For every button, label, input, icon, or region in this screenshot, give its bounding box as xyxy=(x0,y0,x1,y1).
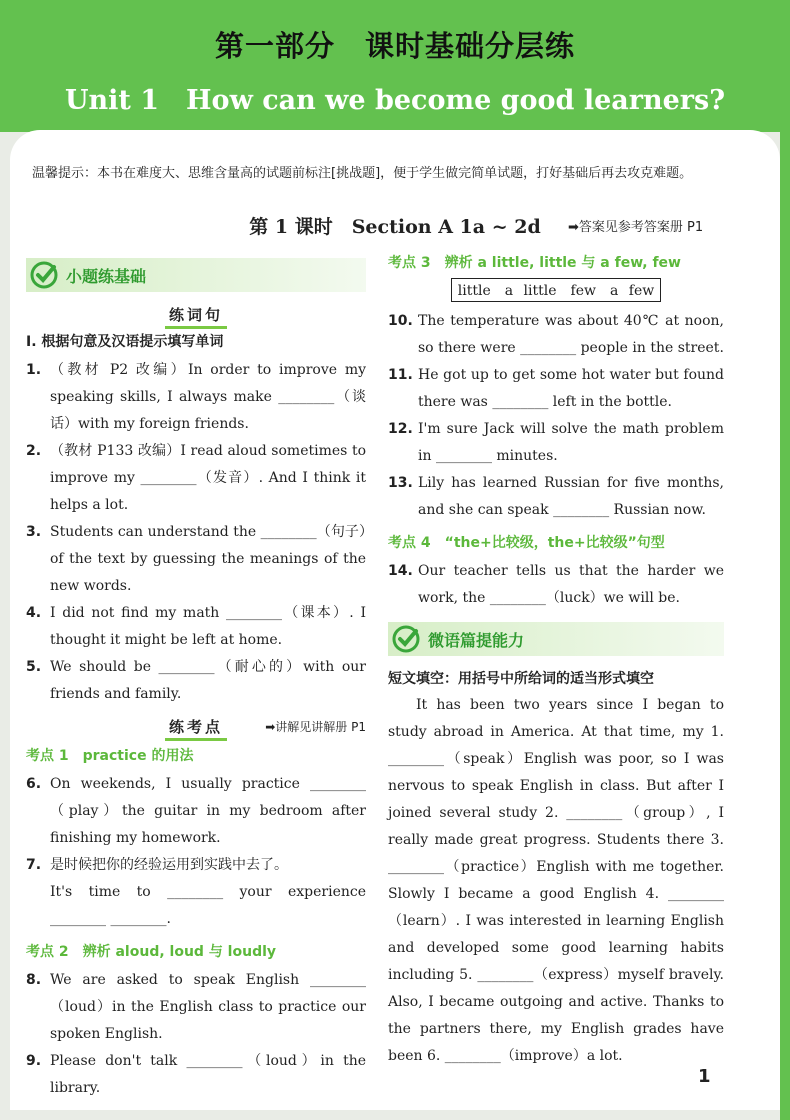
question-4: 4. I did not find my math ________（课本）. I thought it might be left at home. xyxy=(26,600,366,654)
left-column xyxy=(26,258,366,1102)
tag-points xyxy=(26,716,366,737)
section-bar-passage xyxy=(388,622,724,656)
right-column xyxy=(388,252,724,1070)
section-bar-basic xyxy=(26,258,366,292)
point-heading-1: 考点 1 practice 的用法 xyxy=(26,748,194,764)
question-text: （教材 P133 改编）I read aloud sometimes to improve my ________（发音）. And I think it helps a lot. xyxy=(50,443,366,513)
question-text: We are asked to speak English ________（loud）in the English class to practice our spoken English. xyxy=(50,972,366,1042)
question-5: 5. We should be ________（耐心的）with our friends and family. xyxy=(26,654,366,708)
check-icon xyxy=(392,625,420,653)
page-number: 1 xyxy=(698,1066,711,1087)
question-1: 1. （教材 P2 改编）In order to improve my speaking skills, I always make ________（谈话）with my foreign friends. xyxy=(26,357,366,438)
passage-text: It has been two years since I began to study abroad in America. At that time, my 1. ________（speak）English was poor, so I was nervous to speak English in class. But after I joined several study 2. ________（group）, I really made great progress. Students there 3. ________（practice）English with me together. Slowly I became a good English 4. ________（learn）. I was interested in learning English and developed some good learning habits including 5. ________（express）myself bravely. Also, I became outgoing and active. Thanks to the partners there, my English grades have been 6. ________（improve）a lot. xyxy=(388,697,724,1064)
question-8: 8. We are asked to speak English ________（loud）in the English class to practice our spoken English. xyxy=(26,967,366,1048)
question-14: 14. Our teacher tells us that the harder we work, the ________（luck）we will be. xyxy=(388,558,724,612)
question-text: On weekends, I usually practice ________（play）the guitar in my bedroom after finishing my homework. xyxy=(50,776,366,846)
question-text: Our teacher tells us that the harder we work, the ________（luck）we will be. xyxy=(418,563,724,606)
tag-label: 练考点 xyxy=(165,718,227,741)
tag-words xyxy=(26,304,366,325)
question-10: 10. The temperature was about 40℃ at noon, so there were ________ people in the street. xyxy=(388,308,724,362)
question-3: 3. Students can understand the ________（句子）of the text by guessing the meanings of the new words. xyxy=(26,519,366,600)
question-6: 6. On weekends, I usually practice ________（play）the guitar in my bedroom after finishing my homework. xyxy=(26,771,366,852)
passage-instruction: 短文填空：用括号中所给词的适当形式填空 xyxy=(388,671,654,687)
question-text: I did not find my math ________（课本）. I thought it might be left at home. xyxy=(50,605,366,648)
word-box-wrap xyxy=(388,278,724,302)
tag-label: 练词句 xyxy=(165,306,227,329)
question-text: Students can understand the ________（句子）of the text by guessing the meanings of the new words. xyxy=(50,524,366,594)
question-7: 7. 是时候把你的经验运用到实践中去了。 xyxy=(26,852,366,879)
word-box: little a little few a few xyxy=(451,278,661,302)
question-12: 12. I'm sure Jack will solve the math problem in ________ minutes. xyxy=(388,416,724,470)
question-text: He got up to get some hot water but found there was ________ left in the bottle. xyxy=(418,367,724,410)
unit-title: Unit 1 How can we become good learners? xyxy=(64,85,726,116)
question-text: Please don't talk ________（loud）in the library. xyxy=(50,1053,366,1096)
answer-reference: ➡答案见参考答案册 P1 xyxy=(568,220,704,235)
question-9: 9. Please don't talk ________（loud）in the library. xyxy=(26,1048,366,1102)
lesson-title: 第 1 课时 Section A 1a ~ 2d xyxy=(249,216,541,238)
explanation-reference: ➡讲解见讲解册 P1 xyxy=(265,720,366,734)
right-edge-strip xyxy=(780,130,790,1120)
exercise-heading: Ⅰ. 根据句意及汉语提示填写单词 xyxy=(26,334,224,350)
point-heading-4: 考点 4 “the+比较级，the+比较级”句型 xyxy=(388,535,665,551)
question-text-cn: 是时候把你的经验运用到实践中去了。 xyxy=(50,857,288,873)
section-title: 小题练基础 xyxy=(66,266,147,286)
point-heading-2: 考点 2 辨析 aloud, loud 与 loudly xyxy=(26,944,277,960)
section-title: 微语篇提能力 xyxy=(428,630,525,650)
tip-text: 温馨提示：本书在难度大、思维含量高的试题前标注[挑战题]，便于学生做完简单试题，打好基础后再去攻克难题。 xyxy=(32,166,693,181)
question-11: 11. He got up to get some hot water but found there was ________ left in the bottle. xyxy=(388,362,724,416)
question-7-english xyxy=(26,879,366,933)
question-text: The temperature was about 40℃ at noon, so there were ________ people in the street. xyxy=(418,313,724,356)
question-text: I'm sure Jack will solve the math problem in ________ minutes. xyxy=(418,421,724,464)
question-13: 13. Lily has learned Russian for five months, and she can speak ________ Russian now. xyxy=(388,470,724,524)
question-2: 2. （教材 P133 改编）I read aloud sometimes to improve my ________（发音）. And I think it helps a lot. xyxy=(26,438,366,519)
check-icon xyxy=(30,261,58,289)
question-text: We should be ________（耐心的）with our friends and family. xyxy=(50,659,366,702)
header-banner xyxy=(0,0,790,132)
part-title: 第一部分 课时基础分层练 xyxy=(214,29,575,63)
point-heading-3: 考点 3 辨析 a little, little 与 a few, few xyxy=(388,255,681,271)
question-text: （教材 P2 改编）In order to improve my speaking skills, I always make ________（谈话）with my foreign friends. xyxy=(50,362,366,432)
question-text: It's time to ________ your experience ________ ________. xyxy=(50,884,366,927)
question-text: Lily has learned Russian for five months, and she can speak ________ Russian now. xyxy=(418,475,724,518)
